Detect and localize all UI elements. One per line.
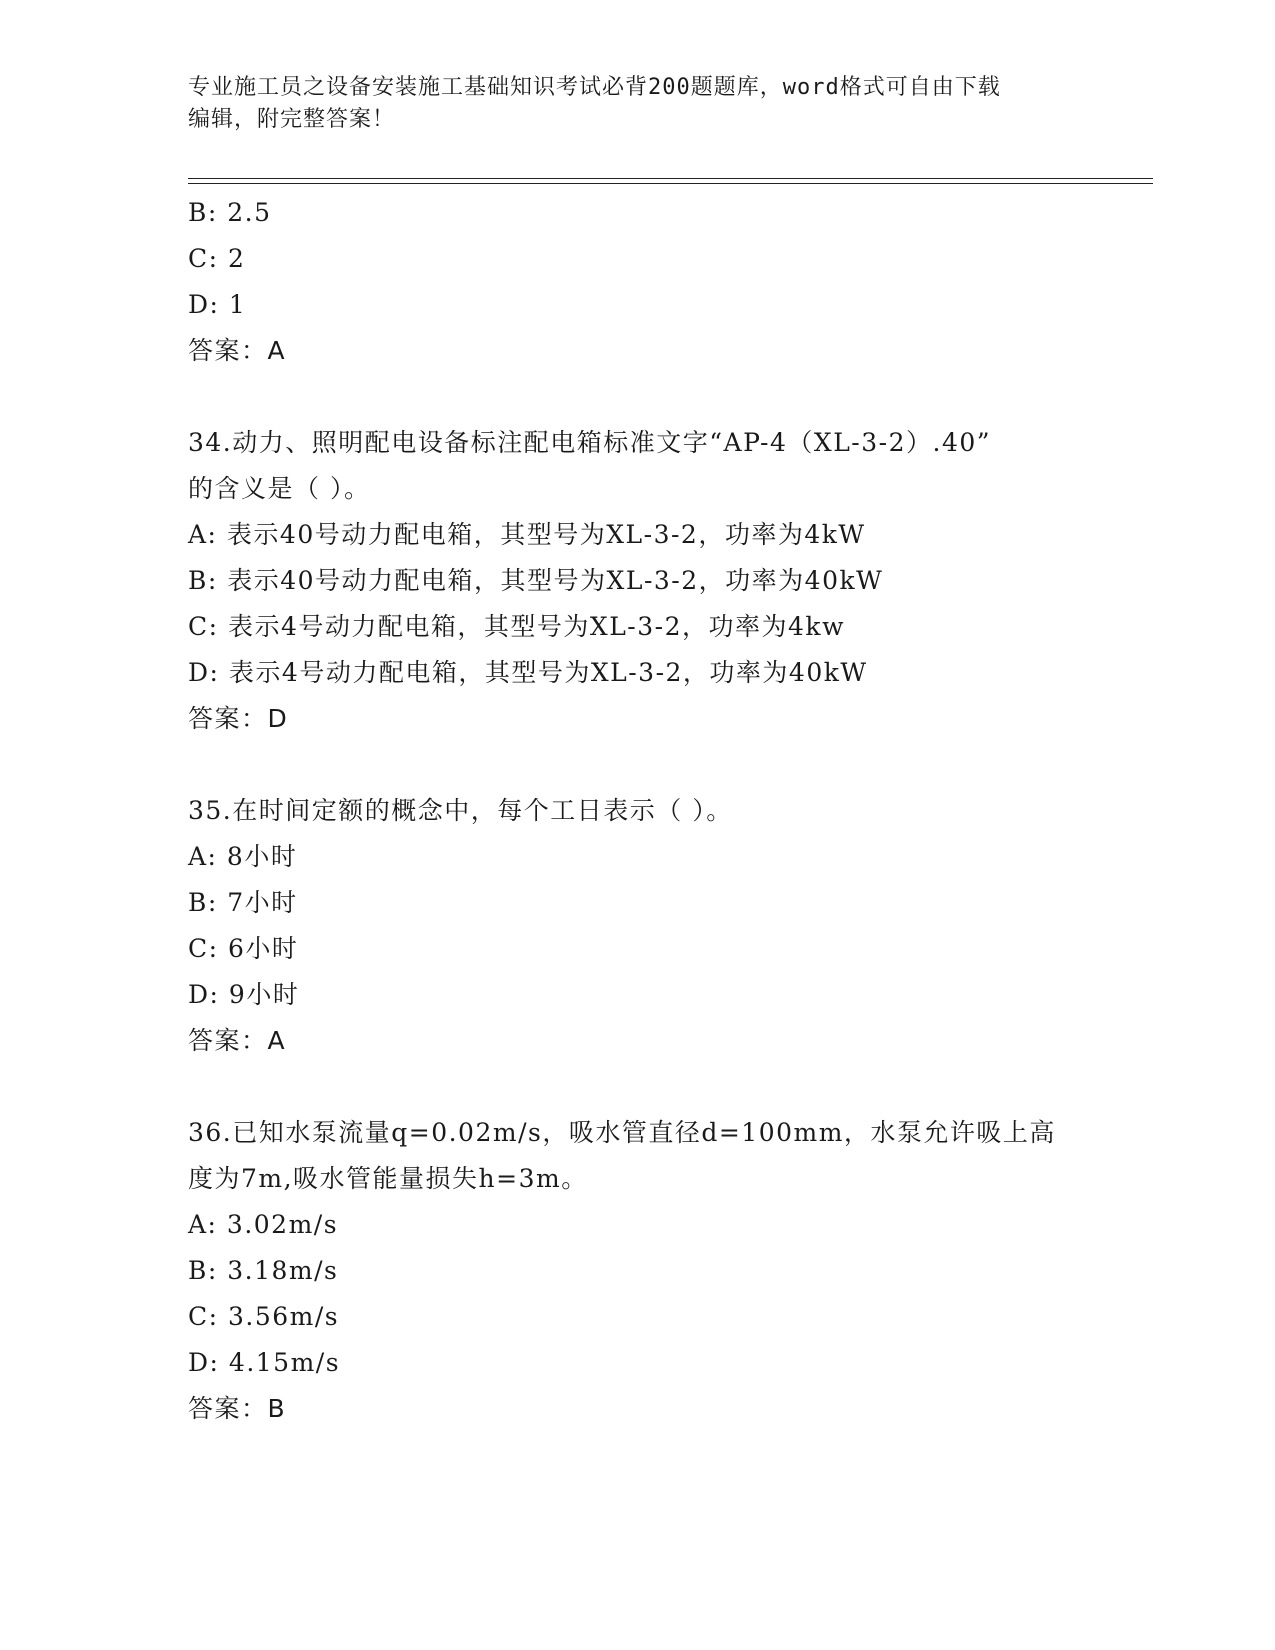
option-a: A: 表示40号动力配电箱，其型号为XL-3-2，功率为4kW: [188, 520, 866, 549]
header-divider-bottom: [188, 183, 1153, 184]
option-a: A: 8小时: [188, 842, 298, 871]
option-c: C: 表示4号动力配电箱，其型号为XL-3-2，功率为4kw: [188, 612, 845, 641]
answer-line: 答案：A: [188, 336, 287, 365]
question-text-line: 度为7m,吸水管能量损失h=3m。: [188, 1164, 588, 1193]
option-b: B: 表示40号动力配电箱，其型号为XL-3-2，功率为40kW: [188, 566, 884, 595]
answer-line: 答案：D: [188, 704, 289, 733]
question-text-line: 的含义是（ ）。: [188, 474, 371, 503]
question-text-line: 35.在时间定额的概念中，每个工日表示（ ）。: [188, 796, 733, 825]
header-divider-top: [188, 178, 1153, 179]
document-header: [188, 72, 1088, 136]
answer-line: 答案：A: [188, 1026, 287, 1055]
header-title-line1: 专业施工员之设备安装施工基础知识考试必背200题题库，word格式可自由下载: [188, 75, 1001, 100]
question-block: [188, 190, 1088, 374]
option-a: A: 3.02m/s: [188, 1210, 339, 1239]
option-b: B: 7小时: [188, 888, 298, 917]
question-block: [188, 788, 1088, 1064]
option-d: D: 9小时: [188, 980, 300, 1009]
option-d: D: 1: [188, 290, 247, 319]
header-title-line2: 编辑，附完整答案！: [188, 107, 396, 132]
question-text-line: 34.动力、照明配电设备标注配电箱标准文字“AP-4（XL-3-2）.40”: [188, 428, 992, 457]
option-c: C: 3.56m/s: [188, 1302, 340, 1331]
option-b: B: 3.18m/s: [188, 1256, 339, 1285]
question-text-line: 36.已知水泵流量q=0.02m/s，吸水管直径d=100mm，水泵允许吸上高: [188, 1118, 1056, 1147]
option-d: D: 4.15m/s: [188, 1348, 341, 1377]
question-block: [188, 420, 1088, 742]
option-d: D: 表示4号动力配电箱，其型号为XL-3-2，功率为40kW: [188, 658, 868, 687]
question-block: [188, 1110, 1088, 1432]
option-b: B: 2.5: [188, 198, 272, 227]
option-c: C: 2: [188, 244, 246, 273]
answer-line: 答案：B: [188, 1394, 287, 1423]
option-c: C: 6小时: [188, 934, 299, 963]
question-list: [188, 190, 1088, 1432]
